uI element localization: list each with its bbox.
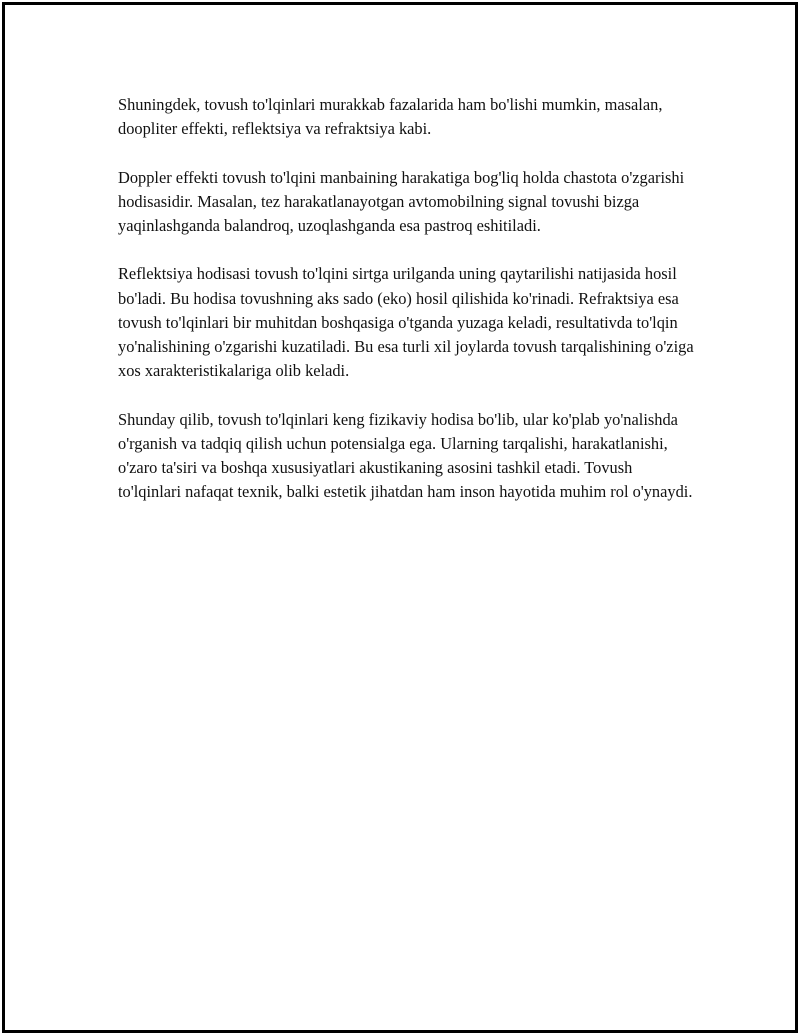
paragraph: Shuningdek, tovush to'lqinlari murakkab fazalarida ham bo'lishi mumkin, masalan, doopliter effekti, reflektsiya va refraktsiya kabi. <box>118 95 663 139</box>
paragraph: Shunday qilib, tovush to'lqinlari keng fizikaviy hodisa bo'lib, ular ko'plab yo'nalishda o'rganish va tadqiq qilish uchun potensialga ega. Ularning tarqalishi, harakatlanishi, o'zaro ta'siri va boshqa xususiyatlari akustikaning asosini tashkil etadi. Tovush to'lqinlari nafaqat texnik, balki estetik jihatdan ham inson hayotida muhim rol o'ynaydi. <box>118 409 693 502</box>
document-body <box>118 93 698 529</box>
paragraph: Reflektsiya hodisasi tovush to'lqini sirtga urilganda uning qaytarilishi natijasida hosil bo'ladi. Bu hodisa tovushning aks sado (eko) hosil qilishida ko'rinadi. Refraktsiya esa tovush to'lqinlari bir muhitdan boshqasiga o'tganda yuzaga keladi, resultativda to'lqin yo'nalishining o'zgarishi kuzatiladi. Bu esa turli xil joylarda tovush tarqalishining o'ziga xos xarakteristikalariga olib keladi. <box>118 264 694 381</box>
paragraph: Doppler effekti tovush to'lqini manbaining harakatiga bog'liq holda chastota o'zgarishi hodisasidir. Masalan, tez harakatlanayotgan avtomobilning signal tovushi bizga yaqinlashganda balandroq, uzoqlashganda esa pastroq eshitiladi. <box>118 167 685 235</box>
